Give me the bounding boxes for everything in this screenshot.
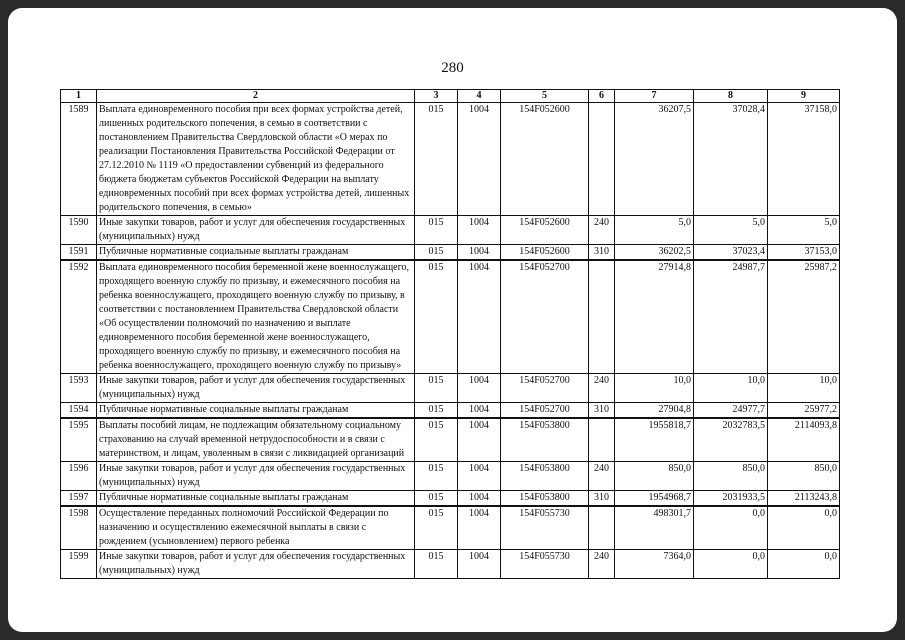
row-name: Выплата единовременного пособия беременной жене военнослужащего, проходящего военную службу по призыву, и ежемесячного пособия на ребенка военнослужащего, проходящего военную службу по призыву, в соответствии с постановлением Правительства Свердловской области «Об осуществлении полномочий по назначению и выплате единовременного пособия беременной жене военнослужащего, проходящего военную службу по призыву, и ежемесячного пособия на ребенка военнослужащего, проходящего военную службу по призыву» xyxy=(97,260,415,374)
row-code-5: 154F052600 xyxy=(501,103,589,216)
row-value-8: 2032783,5 xyxy=(694,418,768,462)
header-cell: 8 xyxy=(694,90,768,103)
row-code-5: 154F052700 xyxy=(501,403,589,419)
table-row xyxy=(61,245,840,261)
row-value-9: 37158,0 xyxy=(768,103,840,216)
row-name: Публичные нормативные социальные выплаты гражданам xyxy=(97,491,415,507)
row-code-4: 1004 xyxy=(458,491,501,507)
row-code-4: 1004 xyxy=(458,550,501,579)
table-row xyxy=(61,103,840,216)
row-code-4: 1004 xyxy=(458,418,501,462)
table-body xyxy=(61,103,840,579)
row-code-6: 240 xyxy=(589,462,615,491)
row-code-4: 1004 xyxy=(458,260,501,374)
row-code-6: 310 xyxy=(589,403,615,419)
row-value-8: 850,0 xyxy=(694,462,768,491)
row-name: Иные закупки товаров, работ и услуг для обеспечения государственных (муниципальных) нужд xyxy=(97,550,415,579)
row-code-6: 310 xyxy=(589,245,615,261)
table-row xyxy=(61,216,840,245)
table-row xyxy=(61,550,840,579)
row-value-8: 37028,4 xyxy=(694,103,768,216)
row-code-5: 154F052600 xyxy=(501,245,589,261)
row-value-8: 2031933,5 xyxy=(694,491,768,507)
row-code-3: 015 xyxy=(415,418,458,462)
row-value-8: 24977,7 xyxy=(694,403,768,419)
row-value-9: 2114093,8 xyxy=(768,418,840,462)
row-name: Иные закупки товаров, работ и услуг для обеспечения государственных (муниципальных) нужд xyxy=(97,462,415,491)
row-code-5: 154F052600 xyxy=(501,216,589,245)
row-number: 1594 xyxy=(61,403,97,419)
row-code-5: 154F055730 xyxy=(501,550,589,579)
row-code-4: 1004 xyxy=(458,216,501,245)
row-code-6 xyxy=(589,418,615,462)
row-code-3: 015 xyxy=(415,216,458,245)
row-code-5: 154F053800 xyxy=(501,491,589,507)
row-value-9: 37153,0 xyxy=(768,245,840,261)
row-value-7: 5,0 xyxy=(615,216,694,245)
row-number: 1592 xyxy=(61,260,97,374)
row-number: 1599 xyxy=(61,550,97,579)
row-code-4: 1004 xyxy=(458,245,501,261)
row-code-6 xyxy=(589,103,615,216)
row-value-7: 36207,5 xyxy=(615,103,694,216)
row-number: 1597 xyxy=(61,491,97,507)
row-value-9: 0,0 xyxy=(768,550,840,579)
header-cell: 5 xyxy=(501,90,589,103)
row-name: Публичные нормативные социальные выплаты гражданам xyxy=(97,403,415,419)
row-code-4: 1004 xyxy=(458,374,501,403)
row-value-7: 1955818,7 xyxy=(615,418,694,462)
row-code-3: 015 xyxy=(415,103,458,216)
row-code-6: 310 xyxy=(589,491,615,507)
row-code-3: 015 xyxy=(415,403,458,419)
row-code-6 xyxy=(589,506,615,550)
row-name: Выплаты пособий лицам, не подлежащим обязательному социальному страхованию на случай временной нетрудоспособности и в связи с материнством, и лицам, уволенным в связи с ликвидацией организаций xyxy=(97,418,415,462)
row-value-9: 0,0 xyxy=(768,506,840,550)
row-code-5: 154F052700 xyxy=(501,374,589,403)
row-number: 1591 xyxy=(61,245,97,261)
row-code-5: 154F053800 xyxy=(501,462,589,491)
row-value-7: 36202,5 xyxy=(615,245,694,261)
row-code-6: 240 xyxy=(589,550,615,579)
row-value-8: 24987,7 xyxy=(694,260,768,374)
row-value-9: 10,0 xyxy=(768,374,840,403)
row-code-5: 154F055730 xyxy=(501,506,589,550)
row-value-8: 10,0 xyxy=(694,374,768,403)
row-code-6 xyxy=(589,260,615,374)
table-header-row xyxy=(61,90,840,103)
table-row xyxy=(61,260,840,374)
row-code-5: 154F052700 xyxy=(501,260,589,374)
row-code-3: 015 xyxy=(415,550,458,579)
row-value-9: 5,0 xyxy=(768,216,840,245)
row-code-5: 154F053800 xyxy=(501,418,589,462)
row-number: 1598 xyxy=(61,506,97,550)
row-code-3: 015 xyxy=(415,260,458,374)
row-code-4: 1004 xyxy=(458,103,501,216)
row-value-9: 2113243,8 xyxy=(768,491,840,507)
table-row xyxy=(61,374,840,403)
row-code-6: 240 xyxy=(589,216,615,245)
row-number: 1590 xyxy=(61,216,97,245)
row-code-4: 1004 xyxy=(458,506,501,550)
header-cell: 1 xyxy=(61,90,97,103)
budget-table xyxy=(60,89,840,579)
row-name: Выплата единовременного пособия при всех формах устройства детей, лишенных родительского попечения, в семью в соответствии с постановлением Правительства Свердловской области «О мерах по реализации Постановления Правительства Российской Федерации от 27.12.2010 № 1119 «О предоставлении субвенций из федерального бюджета бюджетам субъектов Российской Федерации на выплату единовременных пособий при всех формах устройства детей, лишенных родительского попечения, в семью» xyxy=(97,103,415,216)
row-value-7: 1954968,7 xyxy=(615,491,694,507)
row-code-3: 015 xyxy=(415,245,458,261)
row-name: Иные закупки товаров, работ и услуг для обеспечения государственных (муниципальных) нужд xyxy=(97,216,415,245)
row-name: Осуществление переданных полномочий Российской Федерации по назначению и осуществлению ежемесячной выплаты в связи с рождением (усыновлением) первого ребенка xyxy=(97,506,415,550)
header-cell: 6 xyxy=(589,90,615,103)
document-page xyxy=(8,8,897,632)
table-row xyxy=(61,462,840,491)
row-value-9: 850,0 xyxy=(768,462,840,491)
page-number: 280 xyxy=(441,60,464,76)
row-name: Иные закупки товаров, работ и услуг для обеспечения государственных (муниципальных) нужд xyxy=(97,374,415,403)
header-cell: 4 xyxy=(458,90,501,103)
row-number: 1589 xyxy=(61,103,97,216)
row-value-7: 27904,8 xyxy=(615,403,694,419)
header-cell: 2 xyxy=(97,90,415,103)
row-code-4: 1004 xyxy=(458,403,501,419)
row-value-7: 498301,7 xyxy=(615,506,694,550)
row-code-6: 240 xyxy=(589,374,615,403)
table-row xyxy=(61,491,840,507)
table-row xyxy=(61,403,840,419)
row-value-8: 37023,4 xyxy=(694,245,768,261)
row-number: 1596 xyxy=(61,462,97,491)
row-value-8: 5,0 xyxy=(694,216,768,245)
row-value-9: 25987,2 xyxy=(768,260,840,374)
row-value-7: 10,0 xyxy=(615,374,694,403)
row-value-7: 7364,0 xyxy=(615,550,694,579)
row-code-3: 015 xyxy=(415,506,458,550)
row-code-3: 015 xyxy=(415,462,458,491)
row-name: Публичные нормативные социальные выплаты гражданам xyxy=(97,245,415,261)
row-code-3: 015 xyxy=(415,374,458,403)
header-cell: 9 xyxy=(768,90,840,103)
row-value-8: 0,0 xyxy=(694,550,768,579)
row-number: 1593 xyxy=(61,374,97,403)
row-value-9: 25977,2 xyxy=(768,403,840,419)
row-value-8: 0,0 xyxy=(694,506,768,550)
header-cell: 3 xyxy=(415,90,458,103)
header-cell: 7 xyxy=(615,90,694,103)
row-code-3: 015 xyxy=(415,491,458,507)
row-number: 1595 xyxy=(61,418,97,462)
table-row xyxy=(61,506,840,550)
row-value-7: 850,0 xyxy=(615,462,694,491)
row-code-4: 1004 xyxy=(458,462,501,491)
table-row xyxy=(61,418,840,462)
row-value-7: 27914,8 xyxy=(615,260,694,374)
